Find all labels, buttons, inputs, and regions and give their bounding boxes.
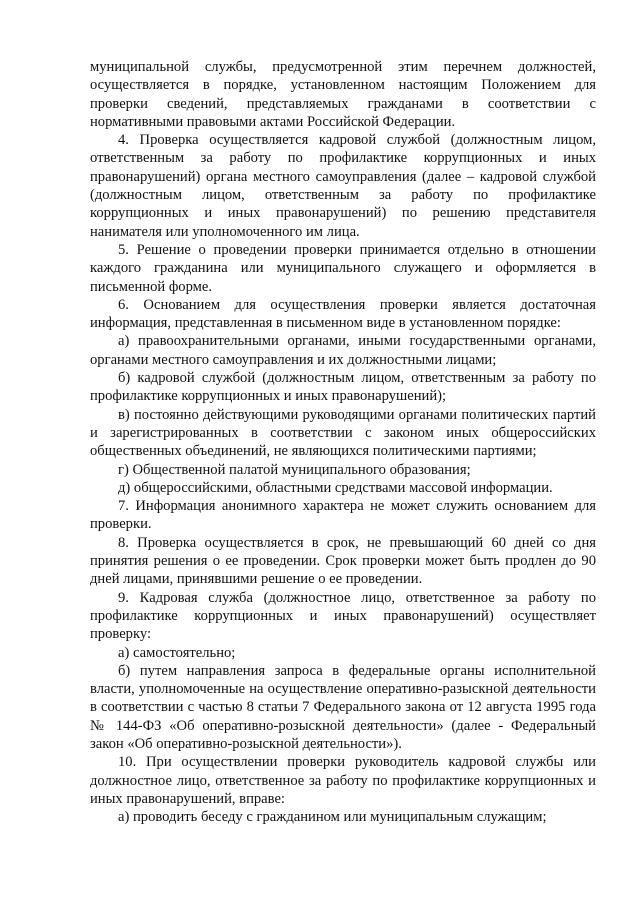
paragraph-item-8: 8. Проверка осуществляется в срок, не превышающий 60 дней со дня принятия решения о ее проведении. Срок проверки может быть продлен до 90 дней лицами, принявшими решение о ее проведении. (90, 534, 596, 588)
paragraph-item-7: 7. Информация анонимного характера не может служить основанием для проверки. (90, 498, 596, 533)
paragraph-item-6g: г) Общественной палатой муниципального образования; (118, 461, 471, 478)
paragraph-item-6d: д) общероссийскими, областными средствами массовой информации. (118, 479, 553, 496)
paragraph-item-10a: а) проводить беседу с гражданином или муниципальным служащим; (118, 809, 547, 826)
document-page (90, 58, 596, 826)
paragraph-continuation: муниципальной службы, предусмотренной этим перечнем должностей, осуществляется в порядке, установленном настоящим Положением для проверки сведений, представляемых гражданами в соответствии с нормативными правовыми актами Российской Федерации. (90, 59, 596, 130)
paragraph-item-9a: а) самостоятельно; (118, 644, 236, 661)
paragraph-item-5: 5. Решение о проведении проверки принимается отдельно в отношении каждого гражданина или муниципального служащего и оформляется в письменной форме. (90, 241, 596, 295)
paragraph-item-9: 9. Кадровая служба (должностное лицо, ответственное за работу по профилактике коррупционных и иных правонарушений) осуществляет проверку: (90, 589, 596, 643)
paragraph-item-6a: а) правоохранительными органами, иными государственными органами, органами местного самоуправления и их должностными лицами; (90, 333, 596, 368)
paragraph-item-10: 10. При осуществлении проверки руководитель кадровой службы или должностное лицо, ответственное за работу по профилактике коррупционных и иных правонарушений, вправе: (90, 754, 596, 807)
paragraph-item-6b: б) кадровой службой (должностным лицом, ответственным за работу по профилактике коррупционных и иных правонарушений); (90, 370, 596, 405)
paragraph-item-9b: б) путем направления запроса в федеральные органы исполнительной власти, уполномоченные на осуществление оперативно-разыскной деятельности в соответствии с частью 8 статьи 7 Федерального закона от 12 августа 1995 года № 144-ФЗ «Об оперативно-розыскной деятельности» (далее - Федеральный закон «Об оперативно-розыскной деятельности»). (90, 662, 596, 752)
paragraph-item-6v: в) постоянно действующими руководящими органами политических партий и зарегистрированных в соответствии с законом иных общероссийских общественных объединений, не являющихся политическими партиями; (90, 406, 596, 460)
paragraph-item-4: 4. Проверка осуществляется кадровой службой (должностным лицом, ответственным за работу по профилактике коррупционных и иных правонарушений) органа местного самоуправления (далее – кадровой службой (должностным лицом, ответственным за работу по профилактике коррупционных и иных правонарушений) по решению представителя нанимателя или уполномоченного им лица. (90, 132, 596, 240)
paragraph-item-6: 6. Основанием для осуществления проверки является достаточная информация, представленная в письменном виде в установленном порядке: (90, 296, 596, 332)
